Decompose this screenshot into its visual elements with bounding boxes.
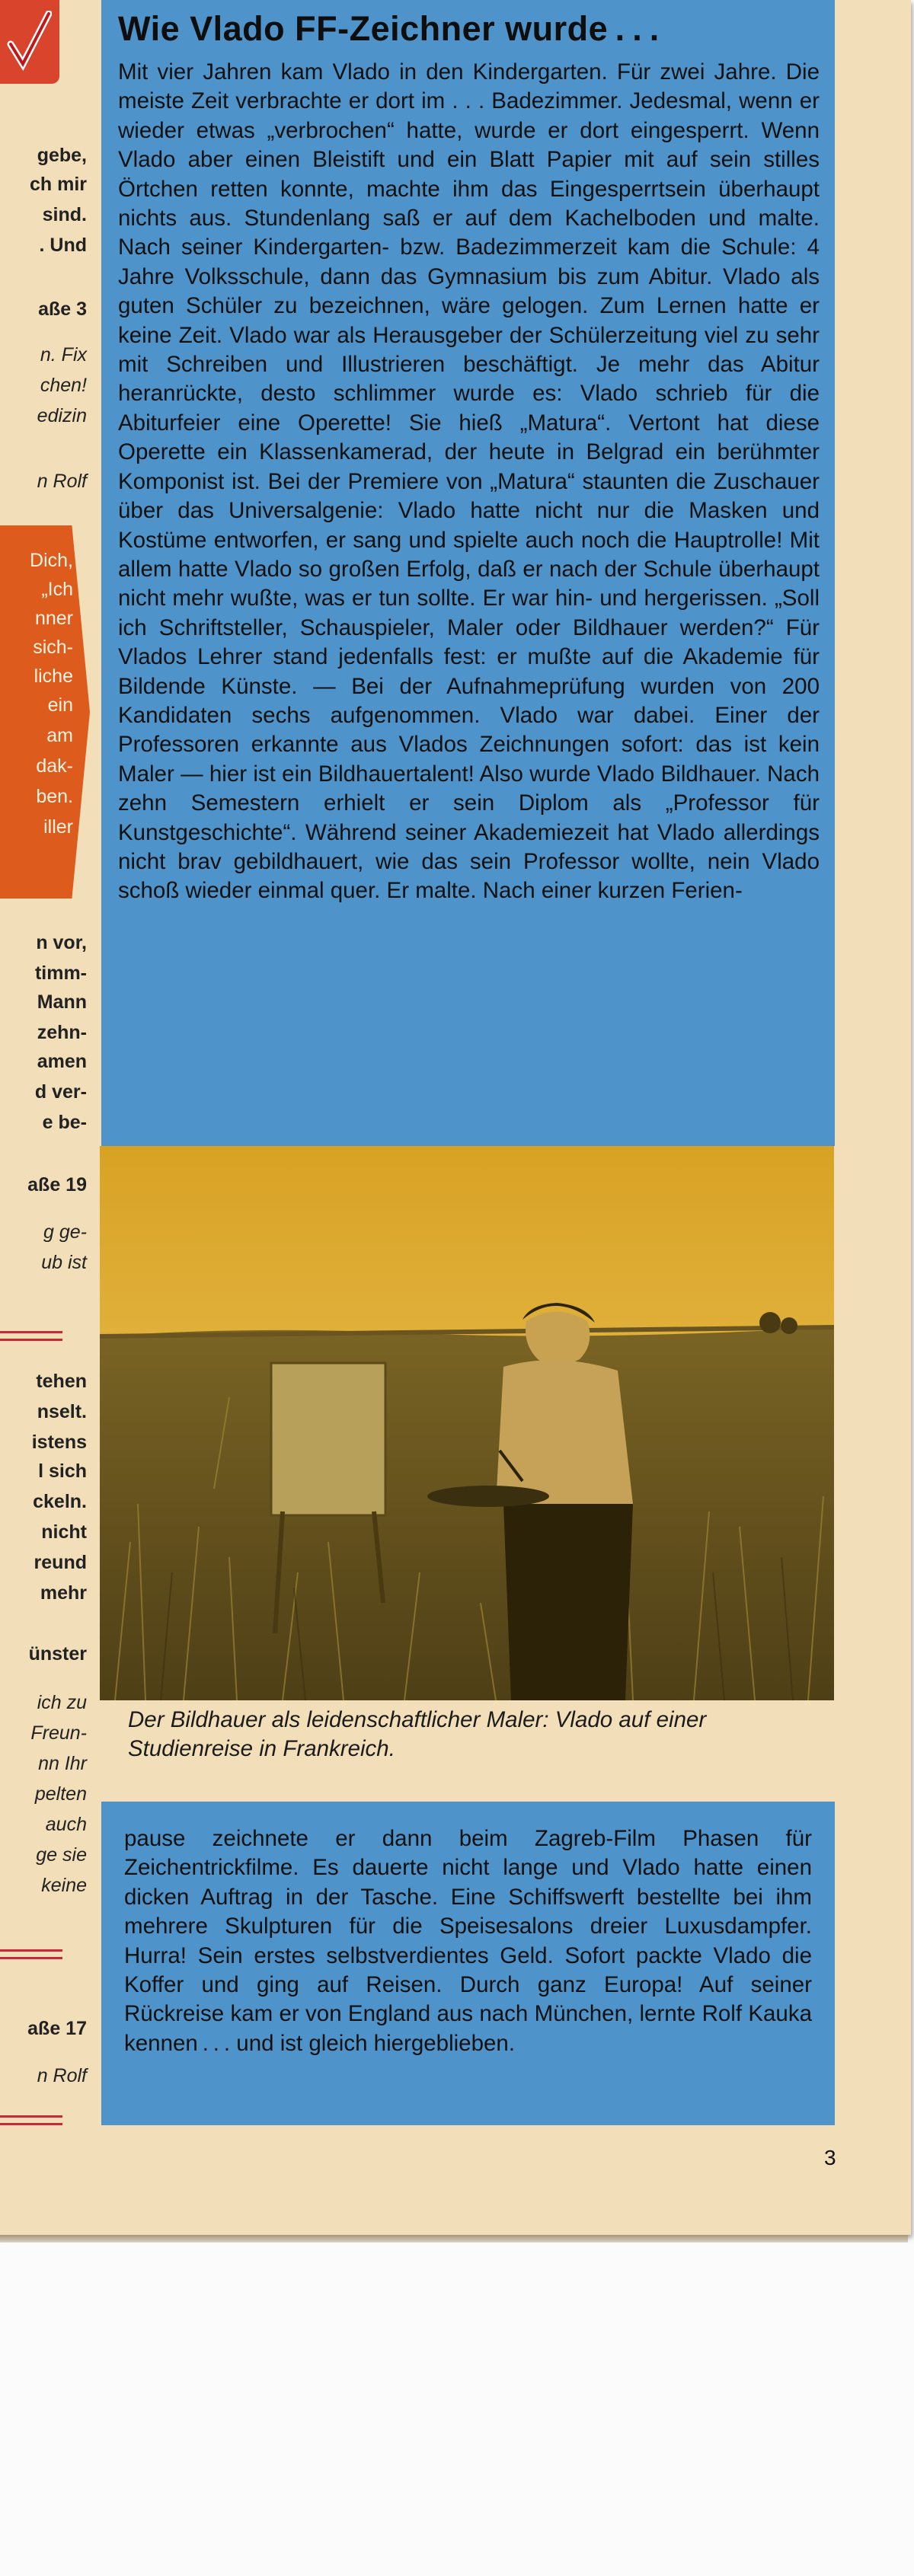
red-divider [0,2123,62,2125]
orange-text-line: „Ich [41,579,73,600]
left-text-line: d ver- [34,1081,87,1103]
left-text-line: istens [31,1432,87,1453]
left-text-line: Freun- [30,1722,87,1744]
left-text-line: e be- [42,1112,87,1133]
orange-text-line: sich- [33,637,73,658]
orange-text-line: dak- [36,755,73,777]
left-text-line: nn Ihr [38,1753,87,1774]
left-text-line: gebe, [37,145,87,166]
orange-text-line: am [46,725,73,746]
left-text-line: timm- [34,962,87,984]
left-text-line: pelten [34,1783,87,1805]
orange-text-line: nner [34,608,73,629]
left-address: aße 17 [27,2018,87,2039]
left-text-line: ich zu [37,1692,87,1713]
left-text-line: amen [37,1051,87,1072]
left-text-line: Mann [37,991,87,1013]
orange-text-line: ein [47,694,73,716]
left-text-line: g ge- [43,1221,87,1243]
photo-illustration [100,1146,834,1700]
left-address: aße 19 [27,1174,87,1195]
left-column-fragment [0,0,90,2208]
left-address: ünster [28,1643,87,1665]
left-text-line: chen! [40,375,87,396]
red-divider [0,2115,62,2118]
orange-text-line: iller [43,816,73,838]
page-edge [0,2235,908,2242]
left-text-line: ch mir [29,174,87,195]
red-divider [0,1949,62,1952]
red-divider [0,1957,62,1959]
article-body: Mit vier Jahren kam Vlado in den Kindergarten. Für zwei Jahre. Die meiste Zeit verbrachte er dort im . . . Badezimmer. Jedesmal, wenn er wieder etwas „verbrochen“ hatte, wurde er dort eingesperrt. Wenn Vlado aber einen Bleistift und ein Blatt Papier mit auf sein stilles Örtchen retten konnte, machte ihm das Eingesperrtsein überhaupt nichts aus. Stundenlang saß er auf dem Kachelboden und malte. Nach seiner Kindergarten- bzw. Badezimmerzeit kam die Schule: 4 Jahre Volksschule, dann das Gymnasium bis zum Abitur. Vlado als guten Schüler zu bezeichnen, wäre gelogen. Zum Lernen hatte er keine Zeit. Vlado war als Herausgeber der Schülerzeitung viel zu sehr mit Schreiben und Illustrieren beschäftigt. Je mehr das Abitur heranrückte, desto schlimmer wurde es: Vlado schrieb für die Abiturfeier eine Operette! Sie hieß „Matura“. Vertont hat diese Operette ein Klassenkamerad, der heute in Belgrad ein berühmter Komponist ist. Bei der Premiere von „Matura“ staunten die Zuschauer über das Universalgenie: Vlado hatte nicht nur die Masken und Kostüme entworfen, er sang und spielte auch noch die Hauptrolle! Mit allem hatte Vlado so großen Erfolg, daß er nach der Schule überhaupt nicht mehr wußte, was er tun sollte. Er war hin- und hergerissen. „Soll ich Schriftsteller, Schauspieler, Maler oder Bildhauer werden?“ Für Vlados Lehrer stand jedenfalls fest: er mußte auf die Akademie für Bildende Künste. — Bei der Aufnahmeprüfung wurden von 200 Kandidaten sechs aufgenommen. Vlado war dabei. Einer der Professoren erkannte aus Vlados Zeichnungen sofort: das ist kein Maler — hier ist ein Bildhauertalent! Also wurde Vlado Bildhauer. Nach zehn Semestern erhielt er sein Diplom als „Professor für Kunstgeschichte“. Während seiner Akademiezeit hat Vlado allerdings nicht brav gebildhauert, wie das sein Professor wollte, nein Vlado schoß wieder einmal quer. Er malte. Nach einer kurzen Ferien- [118,59,820,904]
article-continuation-box [101,1802,835,2125]
orange-text-line: Dich, [30,550,73,571]
left-text-line: ckeln. [33,1491,87,1512]
left-text-line: ge sie [36,1844,87,1866]
article-box [101,0,835,1146]
orange-text-line: ben. [36,786,73,807]
left-text-line: nselt. [37,1401,87,1422]
left-text-line: keine [41,1875,87,1896]
left-text-line: reund [34,1552,87,1573]
left-text-line: zehn- [37,1022,87,1043]
orange-text-line: liche [34,666,73,687]
left-text-line: sind. [42,204,87,225]
left-text-line: n vor, [36,932,87,953]
red-corner-box [0,0,59,84]
red-divider [0,1339,62,1341]
article-headline: Wie Vlado FF-Zeichner wurde . . . [118,9,660,48]
left-text-line: mehr [40,1582,87,1604]
left-text-line: tehen [36,1371,87,1392]
left-text-line: l sich [38,1460,87,1482]
left-signoff: n Rolf [37,471,87,492]
left-text-line: ub ist [41,1252,87,1273]
photo-caption: Der Bildhauer als leidenschaftlicher Maler: Vlado auf einer Studienreise in Frankreich. [128,1707,707,1761]
left-address: aße 3 [38,298,87,320]
red-divider [0,1331,62,1333]
left-signoff: n Rolf [37,2065,87,2086]
left-text-line: edizin [37,405,87,426]
left-text-line: . Und [39,235,87,256]
checkmark-icon [6,11,52,72]
left-text-line: nicht [41,1521,87,1543]
photo-painter-in-field [100,1146,834,1700]
page-number: 3 [824,2146,836,2169]
left-text-line: n. Fix [40,344,87,365]
left-text-line: auch [45,1814,87,1835]
article-continuation: pause zeichnete er dann beim Zagreb-Film Phasen für Zeichentrickfilme. Es dauerte nicht lange und Vlado hatte einen dicken Auftrag in der Tasche. Eine Schiffswerft bestellte bei ihm mehrere Skulpturen für die Speisesalons dreier Luxusdampfer. Hurra! Sein erstes selbstverdientes Geld. Sofort packte Vlado die Koffer und ging auf Reisen. Durch ganz Europa! Auf seiner Rückreise kam er von England aus nach München, lernte Rolf Kauka kennen . . . und ist gleich hiergeblieben. [124,1826,812,2056]
